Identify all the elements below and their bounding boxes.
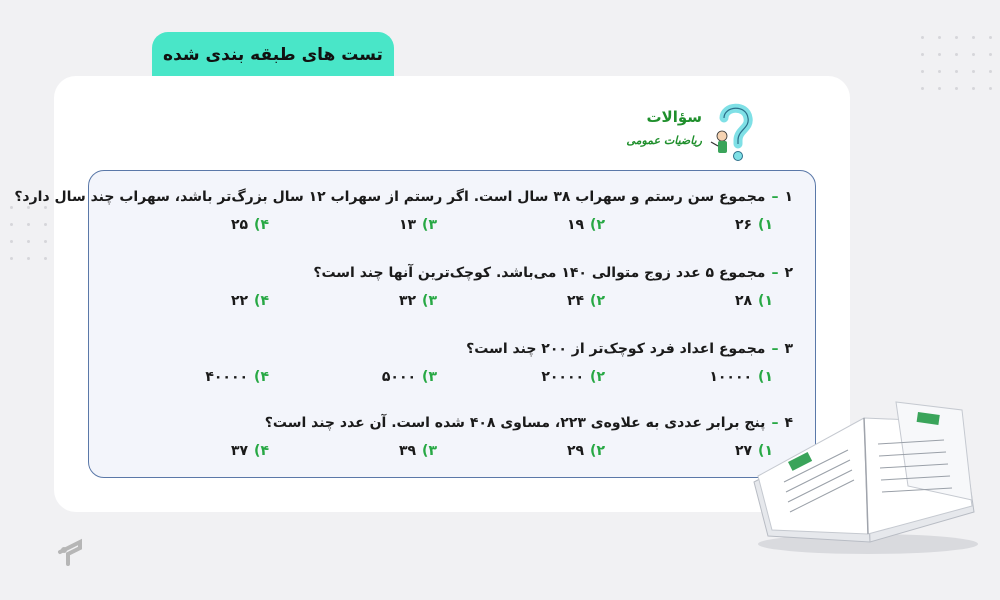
- questions-logo: [608, 98, 764, 162]
- answer-option[interactable]: ۳)۳۹: [398, 443, 437, 459]
- questions-frame: [14, 170, 816, 478]
- question-text: مجموع سن رستم و سهراب ۳۸ سال است. اگر رستم از سهراب ۱۲ سال بزرگ‌تر باشد، سهراب چند سال دارد؟: [14, 189, 766, 205]
- question-text: مجموع اعداد فرد کوچک‌تر از ۲۰۰ چند است؟: [466, 341, 766, 357]
- answer-option[interactable]: ۲)۲۴: [566, 293, 605, 309]
- question-dash: –: [771, 265, 779, 281]
- question-item: [14, 189, 815, 249]
- question-mark-icon: [706, 98, 764, 162]
- question-dash: –: [771, 189, 779, 205]
- answer-option[interactable]: ۴)۲۵: [230, 217, 269, 233]
- question-text: مجموع ۵ عدد زوج متوالی ۱۴۰ می‌باشد. کوچک‌ترین آنها چند است؟: [313, 265, 766, 281]
- question-number: ۲: [784, 265, 793, 281]
- logo-title: سؤالات: [646, 108, 702, 126]
- answer-option[interactable]: ۲)۲۹: [566, 443, 605, 459]
- answer-option[interactable]: ۴)۴۰۰۰۰: [205, 369, 269, 385]
- question-item: [89, 415, 815, 475]
- answer-option[interactable]: ۱)۲۷: [734, 443, 773, 459]
- question-item: [89, 341, 815, 401]
- question-number: ۳: [784, 341, 793, 357]
- answer-option[interactable]: ۱)۱۰۰۰۰: [709, 369, 773, 385]
- open-book-illustration: [748, 384, 984, 560]
- question-dash: –: [771, 341, 779, 357]
- question-item: [89, 265, 815, 325]
- answer-option[interactable]: ۱)۲۶: [734, 217, 773, 233]
- section-tab: تست های طبقه بندی شده: [152, 32, 394, 78]
- answer-option[interactable]: ۲)۲۰۰۰۰: [541, 369, 605, 385]
- logo-subtitle: ریاضیات عمومی: [626, 134, 702, 147]
- answer-option[interactable]: ۴)۳۷: [230, 443, 269, 459]
- answer-option[interactable]: ۳)۵۰۰۰: [381, 369, 437, 385]
- question-text: پنج برابر عددی به علاوه‌ی ۲۲۳، مساوی ۴۰۸ شده است. آن عدد چند است؟: [264, 415, 766, 431]
- question-number: ۴: [784, 415, 793, 431]
- publisher-logo-icon: [50, 530, 90, 576]
- dot-pattern-right: [921, 36, 992, 90]
- answer-option[interactable]: ۱)۲۸: [734, 293, 773, 309]
- answer-option[interactable]: ۳)۱۳: [398, 217, 437, 233]
- answer-option[interactable]: ۴)۲۲: [230, 293, 269, 309]
- question-number: ۱: [784, 189, 793, 205]
- question-dash: –: [771, 415, 779, 431]
- answer-option[interactable]: ۲)۱۹: [566, 217, 605, 233]
- dot-pattern-left: [10, 206, 47, 260]
- answer-option[interactable]: ۳)۳۲: [398, 293, 437, 309]
